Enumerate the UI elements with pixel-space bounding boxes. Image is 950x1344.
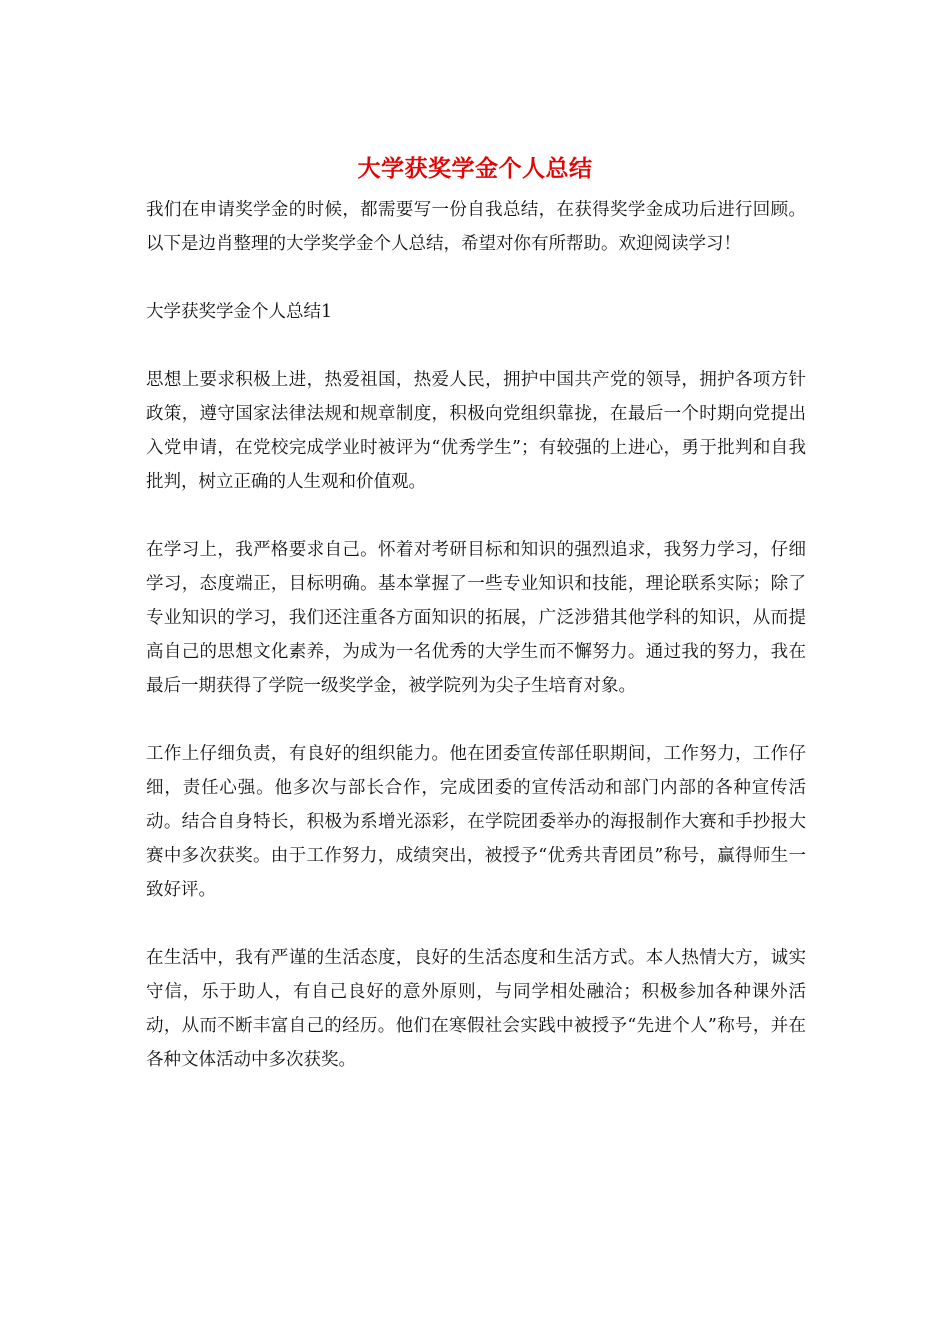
intro-paragraph: 我们在申请奖学金的时候，都需要写一份自我总结，在获得奖学金成功后进行回顾。以下是边肖整理的大学奖学金个人总结，希望对你有所帮助。欢迎阅读学习！ (146, 200, 806, 254)
body-paragraph-life: 在生活中，我有严谨的生活态度，良好的生活态度和生活方式。本人热情大方，诚实守信，乐于助人，有自己良好的意外原则，与同学相处融洽；积极参加各种课外活动，从而不断丰富自己的经历。他们在寒假社会实践中被授予“先进个人”称号，并在各种文体活动中多次获奖。 (146, 948, 806, 1070)
document-title: 大学获奖学金个人总结 (357, 155, 593, 182)
section-heading: 大学获奖学金个人总结1 (146, 302, 333, 322)
body-paragraph-work: 工作上仔细负责，有良好的组织能力。他在团委宣传部任职期间，工作努力，工作仔细，责任心强。他多次与部长合作，完成团委的宣传活动和部门内部的各种宣传活动。结合自身特长，积极为系增光添彩，在学院团委举办的海报制作大赛和手抄报大赛中多次获奖。由于工作努力，成绩突出，被授予“优秀共青团员”称号，赢得师生一致好评。 (146, 744, 806, 900)
body-paragraph-ideology: 思想上要求积极上进，热爱祖国，热爱人民，拥护中国共产党的领导，拥护各项方针政策，遵守国家法律法规和规章制度，积极向党组织靠拢，在最后一个时期向党提出入党申请，在党校完成学业时被评为“优秀学生”；有较强的上进心，勇于批判和自我批判，树立正确的人生观和价值观。 (146, 370, 806, 492)
body-paragraph-study: 在学习上，我严格要求自己。怀着对考研目标和知识的强烈追求，我努力学习，仔细学习，态度端正，目标明确。基本掌握了一些专业知识和技能，理论联系实际；除了专业知识的学习，我们还注重各方面知识的拓展，广泛涉猎其他学科的知识，从而提高自己的思想文化素养，为成为一名优秀的大学生而不懈努力。通过我的努力，我在最后一期获得了学院一级奖学金，被学院列为尖子生培育对象。 (146, 540, 806, 696)
document-body (146, 193, 806, 1111)
